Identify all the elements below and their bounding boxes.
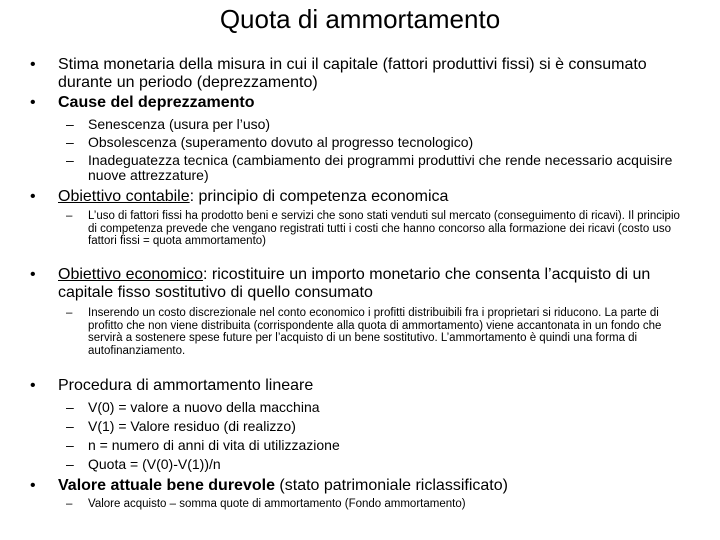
dash-marker: – — [66, 152, 74, 168]
valore-text: (stato patrimoniale riclassificato) — [274, 477, 508, 494]
sub-text: V(0) = valore a nuovo della macchina — [88, 399, 320, 415]
economico-label: Obiettivo economico — [58, 266, 203, 283]
dash-marker: – — [66, 498, 73, 510]
procedura-text: Procedura di ammortamento lineare — [58, 377, 314, 394]
bullet-marker: • — [30, 94, 36, 111]
dash-marker: – — [66, 399, 74, 415]
sub-quota — [66, 456, 688, 472]
dash-marker: – — [66, 418, 74, 434]
bullet-marker: • — [30, 56, 36, 73]
bullet-stima — [30, 56, 698, 92]
bullet-cause — [30, 94, 698, 112]
sub-text: Quota = (V(0)-V(1))/n — [88, 456, 221, 472]
bullet-marker: • — [30, 477, 36, 494]
sub-text: Senescenza (usura per l’uso) — [88, 116, 271, 132]
sub-text: Obsolescenza (superamento dovuto al progresso tecnologico) — [88, 134, 474, 150]
bullet-valore — [30, 477, 698, 495]
dash-marker: – — [66, 210, 73, 222]
bullet-contabile — [30, 188, 698, 206]
sub-obsolescenza — [66, 134, 688, 150]
bullet-marker: • — [30, 188, 36, 205]
sub-text: V(1) = Valore residuo (di realizzo) — [88, 418, 296, 434]
sub-text: Inserendo un costo discrezionale nel conto economico i profitti distribuibili fra i proprietari si riducono. La parte di profitto che non viene distribuita (corrispondente alla quota di ammortamento) viene accantonata in un fondo che servirà a sostenere spese future per l’acquisto di un bene sostitutivo. L’ammortamento è quindi una forma di autofinanziamento. — [88, 307, 662, 357]
sub-v0 — [66, 399, 688, 415]
dash-marker: – — [66, 437, 74, 453]
bullet-economico — [30, 266, 698, 302]
contabile-label: Obiettivo contabile — [58, 188, 190, 205]
stima-text: Stima monetaria della misura in cui il capitale (fattori produttivi fissi) si è consumato durante un periodo (deprezzamento) — [58, 56, 647, 91]
economico-text: : ricostituire un importo monetario che consenta l’acquisto di un capitale fisso sostitutivo di quello consumato — [58, 266, 651, 301]
sub-v1 — [66, 418, 688, 434]
dash-marker: – — [66, 134, 74, 150]
sub-contabile — [66, 210, 692, 248]
sub-inadeguatezza — [66, 152, 688, 183]
sub-text: Valore acquisto – somma quote di ammortamento (Fondo ammortamento) — [88, 498, 466, 510]
bullet-marker: • — [30, 266, 36, 283]
bullet-procedura — [30, 377, 698, 395]
sub-valore — [66, 498, 692, 511]
dash-marker: – — [66, 116, 74, 132]
sub-text: L’uso di fattori fissi ha prodotto beni e servizi che sono stati venduti sul mercato (conseguimento di ricavi). Il principio di competenza prevede che vengano registrati tutti i costi che hanno concorso alla formazione dei ricavi (costo uso fattori fissi = quota ammortamento) — [88, 210, 680, 247]
slide-title: Quota di ammortamento — [219, 4, 501, 34]
dash-marker: – — [66, 456, 74, 472]
sub-economico — [66, 307, 692, 357]
valore-label: Valore attuale bene durevole — [58, 477, 275, 494]
sub-text: n = numero di anni di vita di utilizzazione — [88, 437, 340, 453]
cause-text: Cause del deprezzamento — [58, 94, 255, 111]
sub-senescenza — [66, 116, 688, 132]
sub-text: Inadeguatezza tecnica (cambiamento dei programmi produttivi che rende necessario acquisire nuove attrezzature) — [88, 152, 673, 183]
dash-marker: – — [66, 307, 73, 319]
bullet-marker: • — [30, 377, 36, 394]
sub-n — [66, 437, 688, 453]
contabile-text: : principio di competenza economica — [189, 188, 449, 205]
